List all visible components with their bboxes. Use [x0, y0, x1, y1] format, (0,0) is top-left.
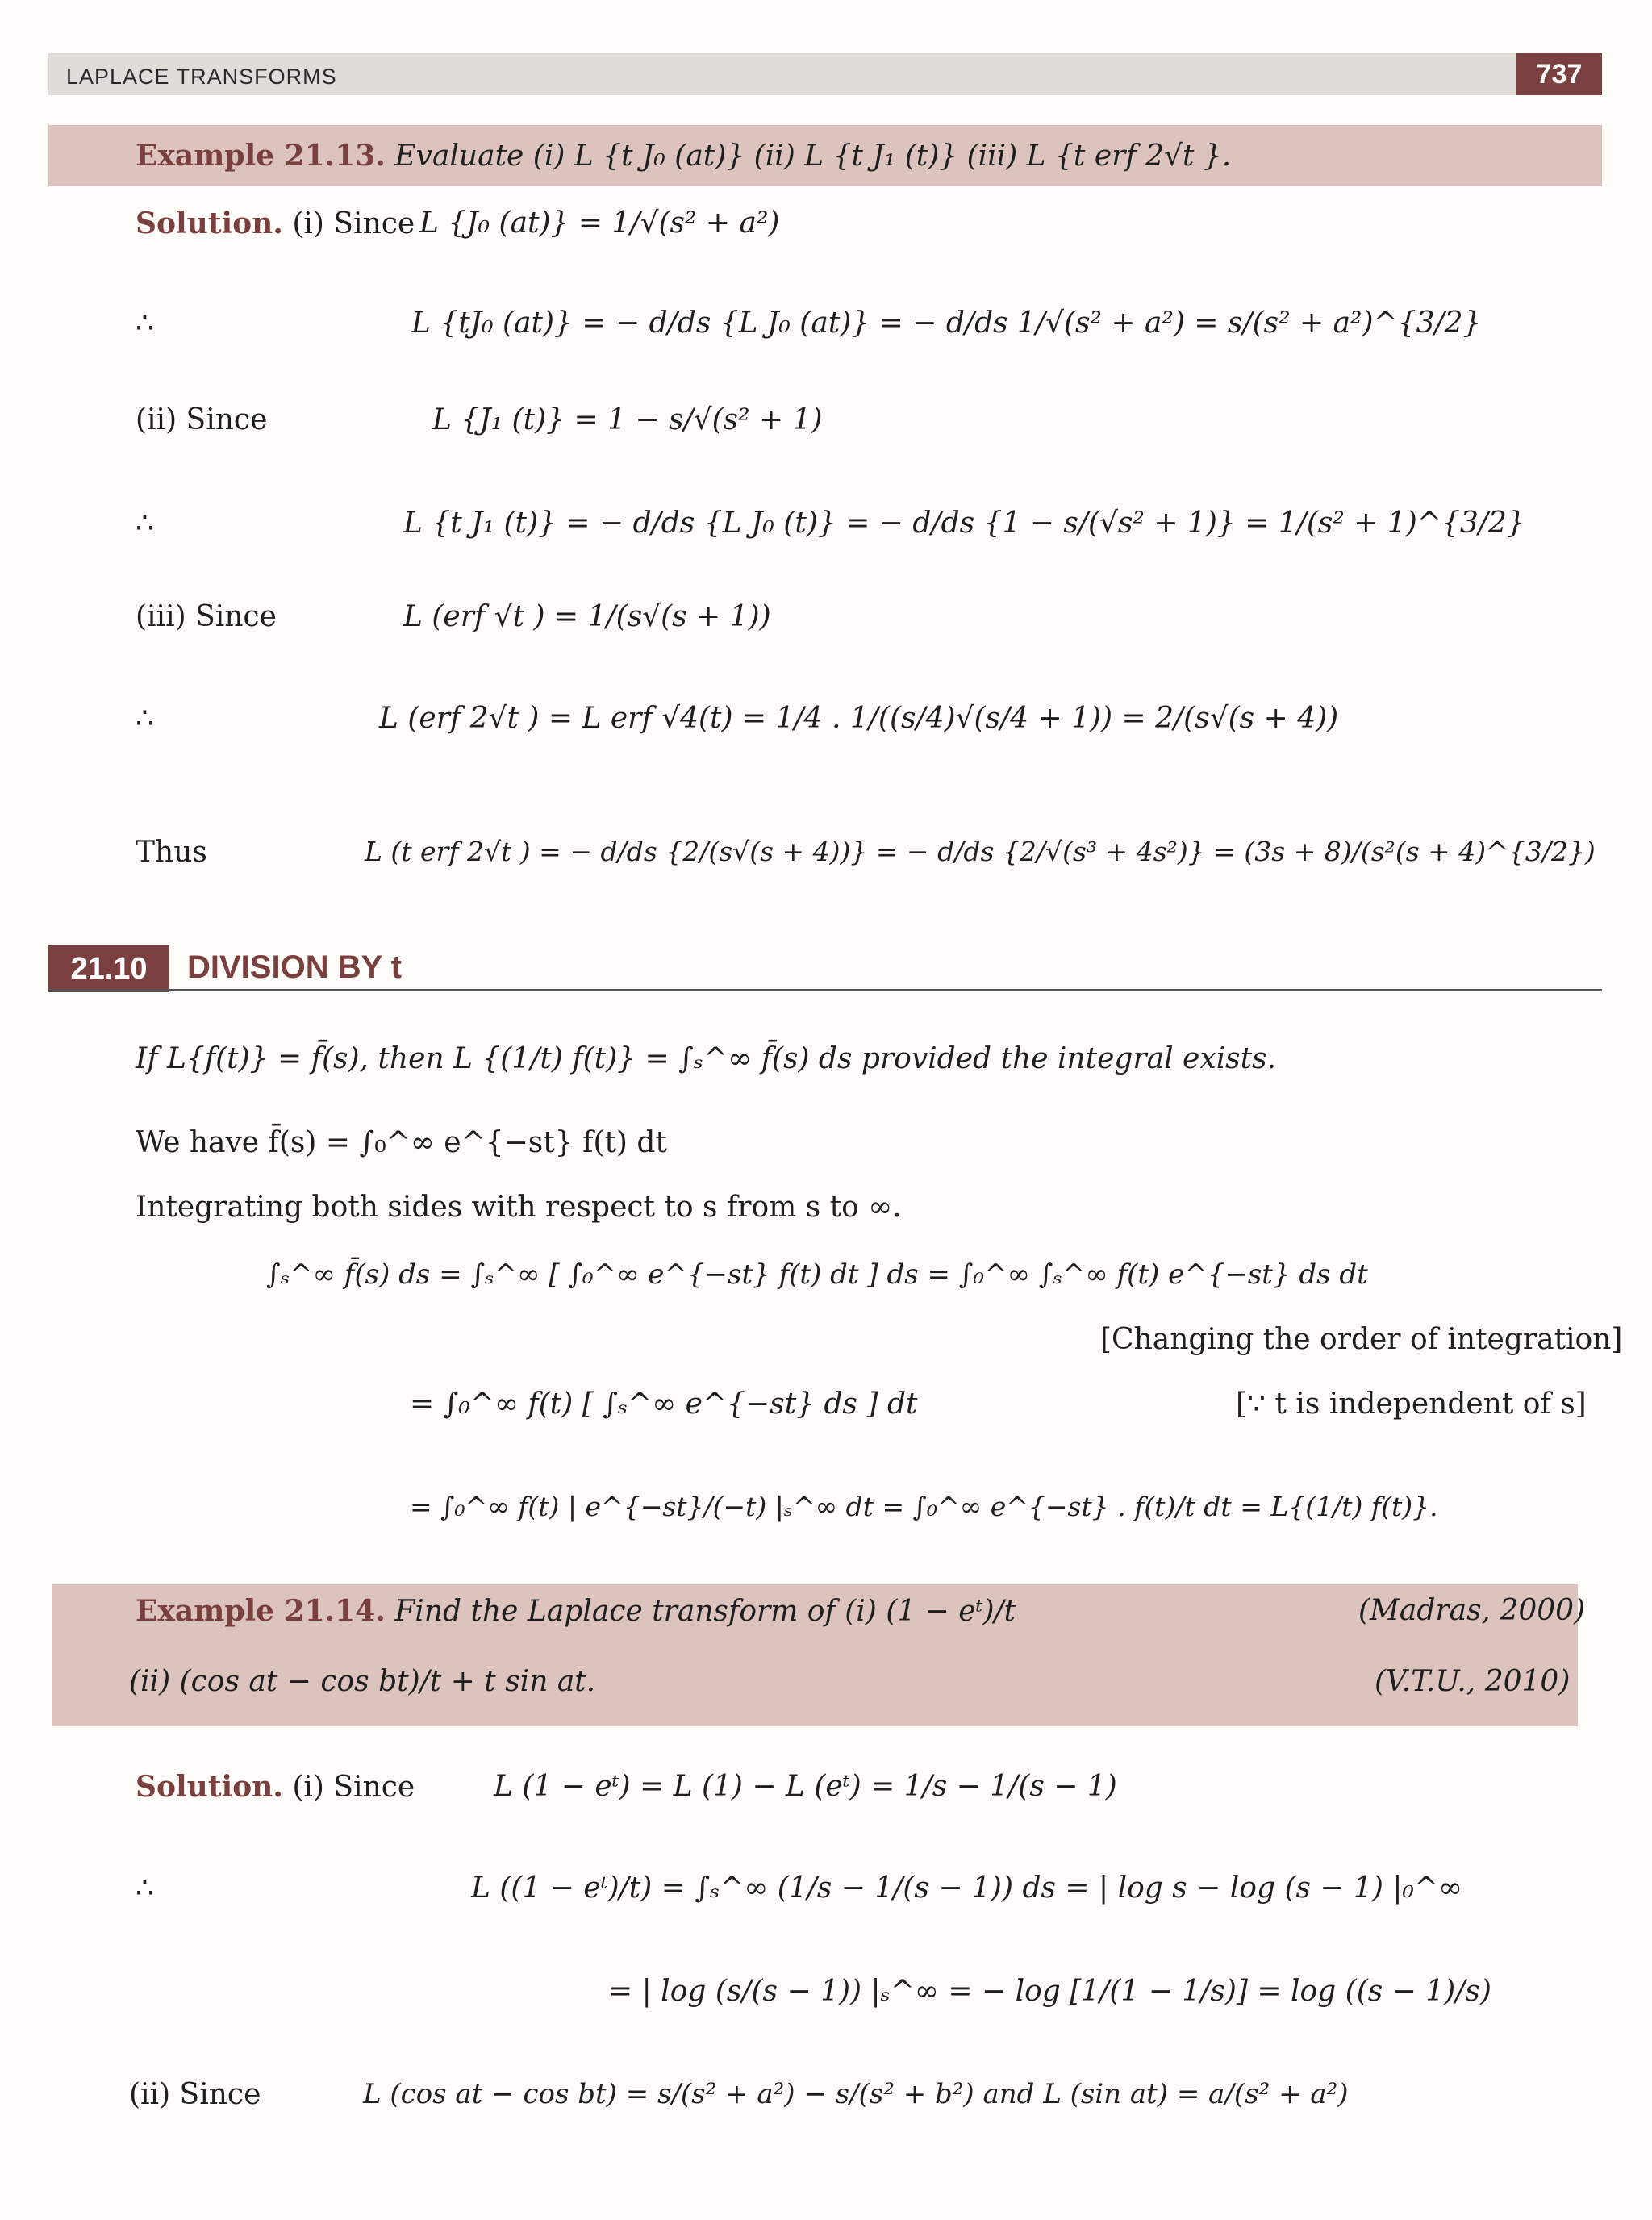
therefore-symbol-14: ∴ [136, 1872, 154, 1905]
integral-equation-b: = ∫₀^∞ f(t) [ ∫ₛ^∞ e^{−st} ds ] dt [410, 1388, 918, 1421]
equation-14-2: L ((1 − eᵗ)/t) = ∫ₛ^∞ (1/s − 1/(s − 1)) ds = | log s − log (s − 1) |₀^∞ [471, 1872, 1463, 1905]
note-independent-of-s: [∵ t is independent of s] [1236, 1388, 1587, 1421]
equation-4: L {t J₁ (t)} = − d/ds {L J₀ (t)} = − d/ds {1 − s/(√s² + 1)} = 1/(s² + 1)^{3/2} [403, 507, 1525, 540]
page-number: 737 [1516, 53, 1602, 95]
equation-3: L {J₁ (t)} = 1 − s/√(s² + 1) [432, 403, 823, 436]
solution-intro-ii: (ii) Since [136, 403, 268, 436]
solution-label: Solution. [136, 207, 283, 240]
solution-intro-14-i: (i) Since [292, 1771, 415, 1804]
equation-7: L (t erf 2√t ) = − d/ds {2/(s√(s + 4))} = − d/ds {2/√(s³ + 4s²)} = (3s + 8)/(s²(s + 4)^{3/2}) [365, 836, 1596, 867]
integrating-line: Integrating both sides with respect to s from s to ∞. [136, 1191, 902, 1224]
integral-equation-a: ∫ₛ^∞ f̄(s) ds = ∫ₛ^∞ [ ∫₀^∞ e^{−st} f(t) dt ] ds = ∫₀^∞ ∫ₛ^∞ f(t) e^{−st} ds dt [266, 1258, 1368, 1291]
source-madras: (Madras, 2000) [1358, 1594, 1586, 1627]
equation-14-4: L (cos at − cos bt) = s/(s² + a²) − s/(s² + b²) and L (sin at) = a/(s² + a²) [363, 2078, 1349, 2110]
example-label: Example 21.14. [136, 1594, 386, 1628]
integral-equation-c: = ∫₀^∞ f(t) | e^{−st}/(−t) |ₛ^∞ dt = ∫₀^∞ e^{−st} . f(t)/t dt = L{(1/t) f(t)}. [410, 1491, 1438, 1522]
example-text: Evaluate (i) L {t J₀ (at)} (ii) L {t J₁ (t)} (iii) L {t erf 2√t }. [394, 140, 1232, 173]
running-header-title: LAPLACE TRANSFORMS [66, 65, 337, 89]
solution-line-14-i [136, 1770, 415, 1804]
solution-intro-i: (i) Since [292, 207, 415, 240]
note-order-of-integration: [Changing the order of integration] [1100, 1323, 1623, 1356]
division-theorem: If L{f(t)} = f̄(s), then L {(1/t) f(t)} = ∫ₛ^∞ f̄(s) ds provided the integral exists. [136, 1042, 1277, 1075]
equation-14-1: L (1 − eᵗ) = L (1) − L (eᵗ) = 1/s − 1/(s − 1) [494, 1770, 1117, 1803]
we-have-line: We have f̄(s) = ∫₀^∞ e^{−st} f(t) dt [136, 1126, 667, 1159]
therefore-symbol-1: ∴ [136, 307, 154, 340]
section-number: 21.10 [48, 945, 169, 992]
equation-14-3: = | log (s/(s − 1)) |ₛ^∞ = − log [1/(1 − 1/s)] = log ((s − 1)/s) [608, 1975, 1491, 2008]
equation-5: L (erf √t ) = 1/(s√(s + 1)) [403, 600, 771, 633]
solution-intro-iii: (iii) Since [136, 600, 277, 633]
section-rule [48, 989, 1602, 991]
therefore-symbol-3: ∴ [136, 702, 154, 735]
example-21-14-part-ii: (ii) (cos at − cos bt)/t + t sin at. [129, 1665, 596, 1698]
solution-intro-14-ii: (ii) Since [129, 2078, 261, 2111]
therefore-symbol-2: ∴ [136, 507, 154, 540]
solution-line-i [136, 207, 415, 240]
equation-2: L {tJ₀ (at)} = − d/ds {L J₀ (at)} = − d/ds 1/√(s² + a²) = s/(s² + a²)^{3/2} [411, 307, 1482, 340]
solution-label: Solution. [136, 1770, 283, 1804]
thus-label: Thus [136, 836, 207, 869]
equation-1: L {J₀ (at)} = 1/√(s² + a²) [419, 207, 780, 240]
section-title: DIVISION BY t [187, 949, 402, 985]
equation-6: L (erf 2√t ) = L erf √4(t) = 1/4 . 1/((s/4)√(s/4 + 1)) = 2/(s√(s + 4)) [379, 702, 1339, 735]
example-21-13-heading [136, 139, 1231, 173]
example-label: Example 21.13. [136, 139, 386, 173]
source-vtu: (V.T.U., 2010) [1375, 1665, 1571, 1698]
example-text: Find the Laplace transform of (i) (1 − eᵗ)/t [394, 1595, 1016, 1628]
example-21-14-heading [136, 1594, 1016, 1628]
